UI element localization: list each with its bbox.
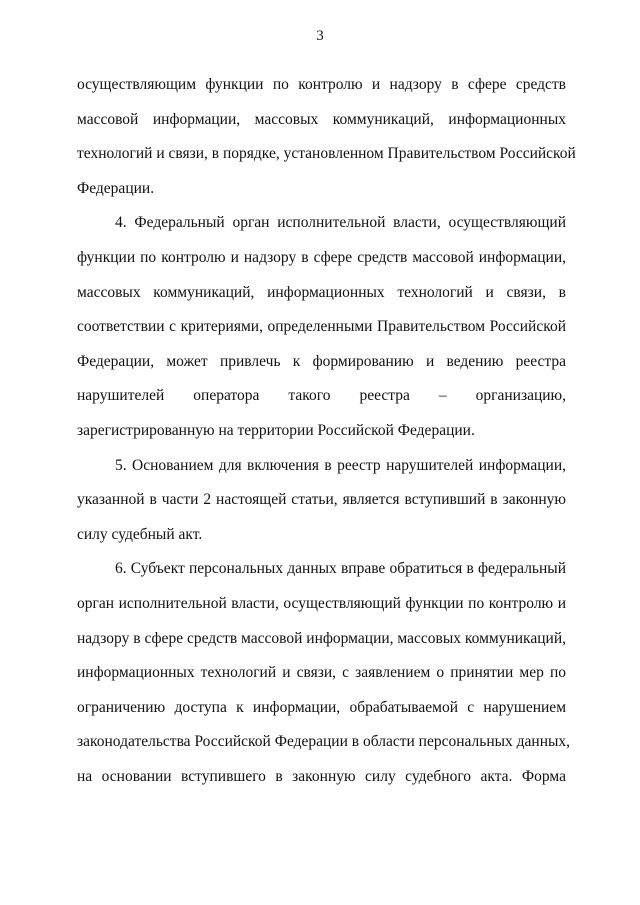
text-line: силу судебный акт. <box>77 525 203 543</box>
paragraph-5 <box>77 449 566 553</box>
text-line: массовой информации, массовых коммуникаций, информационных <box>77 110 566 128</box>
text-line: осуществляющим функции по контролю и надзору в сфере средств <box>77 76 566 93</box>
text-line: соответствии с критериями, определенными Правительством Российской <box>77 318 566 336</box>
text-line: массовых коммуникаций, информационных технологий и связи, в <box>77 283 566 301</box>
paragraph-4 <box>77 206 566 448</box>
document-body <box>77 68 576 794</box>
text-line: надзору в сфере средств массовой информации, массовых коммуникаций, <box>77 629 566 647</box>
text-line: функции по контролю и надзору в сфере средств массовой информации, <box>77 248 566 266</box>
text-line: ограничению доступа к информации, обрабатываемой с нарушением <box>77 698 566 716</box>
text-line: Федерации. <box>77 179 155 197</box>
text-line: указанной в части 2 настоящей статьи, является вступивший в законную <box>77 491 566 509</box>
text-line: 6. Субъект персональных данных вправе обратиться в федеральный <box>115 560 566 578</box>
text-line: информационных технологий и связи, с заявлением о принятии мер по <box>77 664 566 682</box>
text-line: орган исполнительной власти, осуществляющий функции по контролю и <box>77 594 566 612</box>
text-line: 5. Основанием для включения в реестр нарушителей информации, <box>115 456 566 474</box>
text-line: 4. Федеральный орган исполнительной власти, осуществляющий <box>115 214 566 232</box>
text-line: нарушителей оператора такого реестра – организацию, <box>77 387 566 405</box>
text-line: законодательства Российской Федерации в области персональных данных, <box>77 733 571 751</box>
text-line: зарегистрированную на территории Российской Федерации. <box>77 421 475 439</box>
paragraph-continuation <box>77 68 576 206</box>
text-line: на основании вступившего в законную силу судебного акта. Форма <box>77 767 566 785</box>
paragraph-6 <box>77 552 571 794</box>
text-line: технологий и связи, в порядке, установленном Правительством Российской <box>77 145 576 163</box>
text-line: Федерации, может привлечь к формированию и ведению реестра <box>77 352 566 370</box>
page-number: 3 <box>316 28 324 44</box>
